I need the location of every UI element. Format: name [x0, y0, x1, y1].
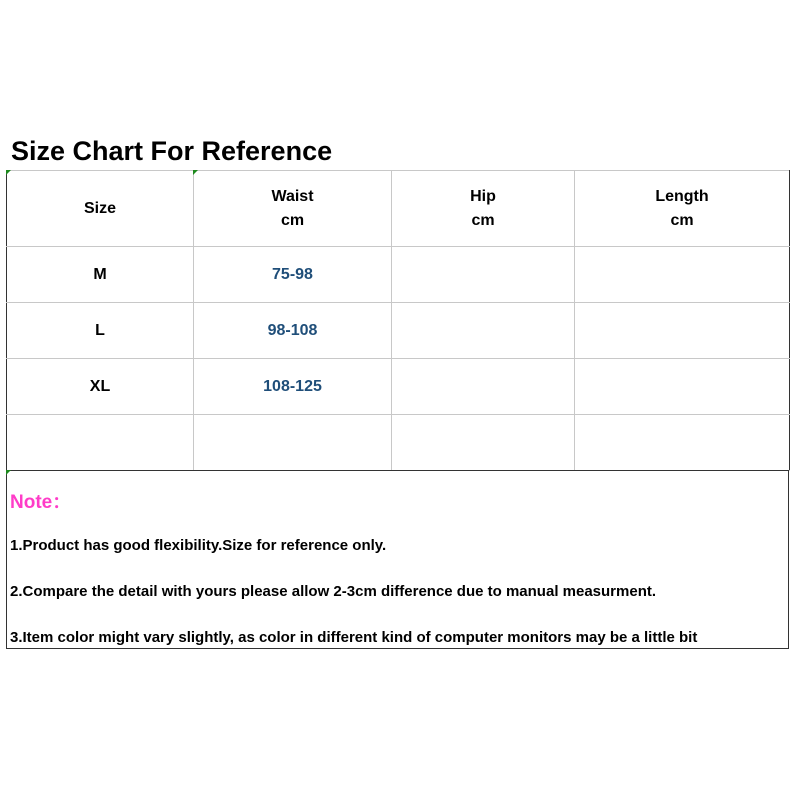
- note-box: [6, 470, 789, 649]
- table-row: [7, 247, 790, 303]
- size-cell: M: [7, 247, 194, 303]
- header-hip: Hip cm: [392, 171, 575, 247]
- cell-marker: [6, 470, 11, 475]
- hip-cell: [392, 359, 575, 415]
- table-header-row: [7, 171, 790, 247]
- size-cell: L: [7, 303, 194, 359]
- length-cell: [575, 359, 790, 415]
- hip-cell: [392, 303, 575, 359]
- waist-cell: 108-125: [194, 359, 392, 415]
- size-cell: [7, 415, 194, 471]
- size-chart-table: [6, 170, 790, 471]
- waist-cell: [194, 415, 392, 471]
- table-row: [7, 303, 790, 359]
- note-line: 2.Compare the detail with yours please allow 2-3cm difference due to manual measurment.: [10, 583, 657, 600]
- header-size: Size: [7, 171, 194, 247]
- cell-marker: [6, 170, 11, 175]
- length-cell: [575, 247, 790, 303]
- note-title: Note：: [10, 492, 72, 513]
- note-line: 3.Item color might vary slightly, as color in different kind of computer monitors may be a little bit: [10, 629, 698, 646]
- length-cell: [575, 415, 790, 471]
- note-line: 1.Product has good flexibility.Size for reference only.: [10, 537, 387, 554]
- table-row: [7, 359, 790, 415]
- size-cell: XL: [7, 359, 194, 415]
- length-cell: [575, 303, 790, 359]
- hip-cell: [392, 415, 575, 471]
- header-waist: Waist cm: [194, 171, 392, 247]
- page-title: Size Chart For Reference: [11, 136, 333, 166]
- table-row: [7, 415, 790, 471]
- hip-cell: [392, 247, 575, 303]
- cell-marker: [193, 170, 198, 175]
- waist-cell: 98-108: [194, 303, 392, 359]
- waist-cell: 75-98: [194, 247, 392, 303]
- header-length: Length cm: [575, 171, 790, 247]
